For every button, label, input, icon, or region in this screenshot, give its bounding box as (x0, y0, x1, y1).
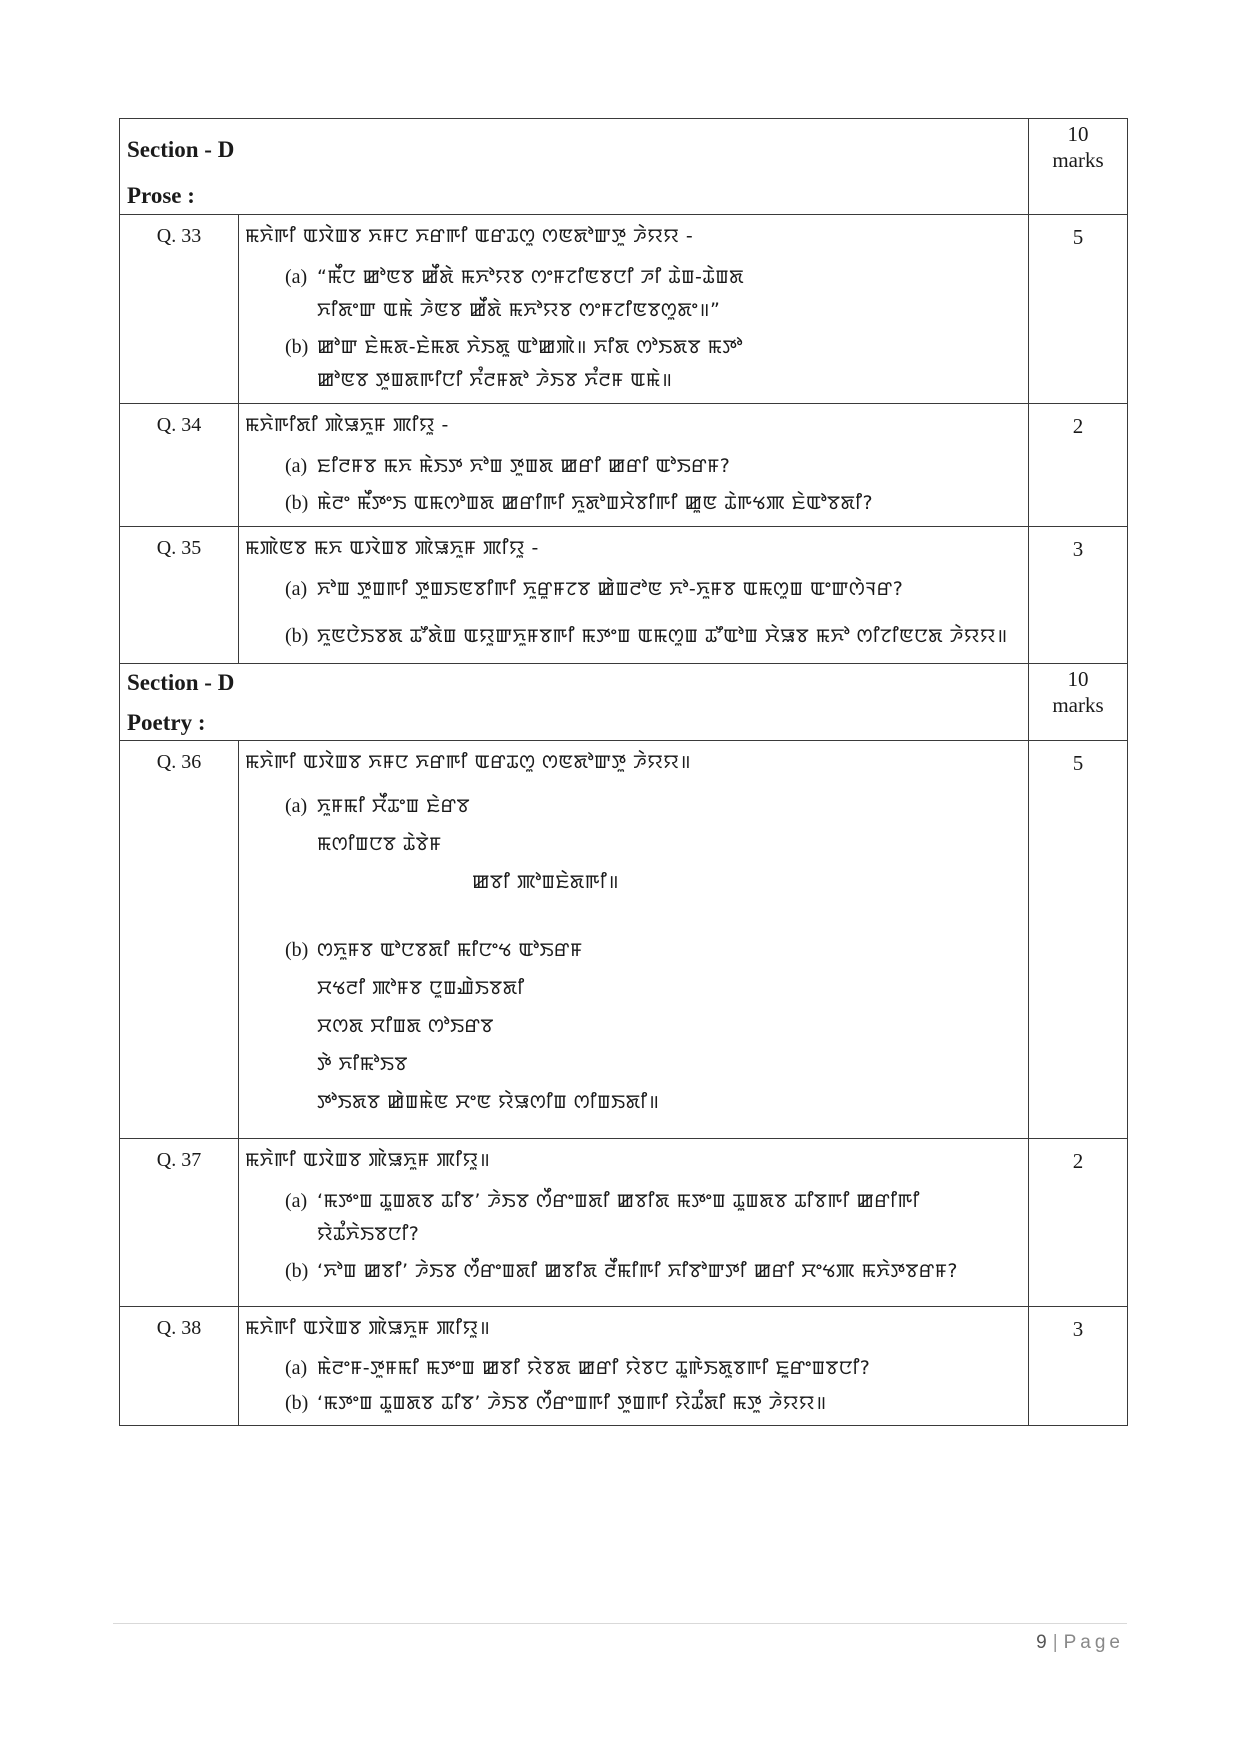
sub-question-a: (a) “ꯃꯩꯅ ꯀꯣꯟꯕ ꯀꯩꯗꯥ ꯃꯈꯣꯌꯕ ꯁꯦꯝꯖꯤꯟꯕꯅꯤ ꯍꯤ ꯊꯥꯡ-ꯊꯥꯡꯗ ꯈꯤꯗꯦꯛ ꯑꯃꯥ ꯍꯥꯟꯕ ꯀꯩꯗꯥ ꯃꯈꯣꯌꯕ ꯁꯦꯝꯖꯤꯟꯕꯁꯨꯗꯦ॥” (285, 266, 745, 321)
question-row (120, 404, 1128, 527)
section-title: Section - D (127, 137, 235, 162)
question-instruction: ꯃꯈꯥꯒꯤ ꯑꯋꯥꯡꯕ ꯄꯥꯎꯈꯨꯝ ꯄꯤꯌꯨ॥ (245, 1317, 491, 1339)
question-marks: 5 (1029, 741, 1128, 1139)
sub-question-b: (b) ꯀꯣꯛ ꯐꯥꯃꯗ-ꯐꯥꯃꯗ ꯈꯥꯏꯗꯨ ꯑꯣꯀꯄꯥ॥ ꯈꯤꯗ ꯁꯣꯏꯗꯕ ꯃꯇꯣ ꯀꯣꯟꯕ ꯇꯨꯡꯗꯒꯤꯅꯤ ꯈꯪꯂꯝꯗꯣ ꯍꯥꯏꯕ ꯈꯪꯂꯝ ꯑꯃꯥ॥ (285, 336, 743, 391)
question-number: Q. 35 (120, 527, 239, 664)
question-row (120, 1307, 1128, 1426)
section-subtitle: Prose : (127, 183, 195, 208)
section-subtitle: Poetry : (127, 710, 206, 735)
sub-question-a: (a) ꯃꯥꯂꯦꯝ-ꯇꯨꯝꯃꯤ ꯃꯇꯦꯡ ꯀꯕꯤ ꯌꯥꯕꯗ ꯀꯔꯤ ꯌꯥꯕꯅ ꯊꯨꯒꯥꯏꯗꯨꯕꯒꯤ ꯐꯨꯔꯦꯡꯕꯅꯤ? (285, 1357, 871, 1379)
question-paper (119, 118, 1127, 1426)
section-marks: 10 marks (1029, 119, 1128, 215)
footer-divider (113, 1623, 1127, 1624)
sub-question-b: (b) ꯁꯈꯨꯝꯕ ꯑꯣꯅꯕꯗꯤ ꯃꯤꯅꯦꯠ ꯑꯣꯏꯔꯝ ꯆꯠꯂꯤ ꯄꯣꯝꯕ ꯅꯨꯡꯉꯥꯏꯕꯗꯤ ꯆꯁꯗ ꯆꯤꯡꯗ ꯁꯣꯏꯔꯕ ꯇꯥ ꯈꯤꯃꯣꯏꯕ ꯇꯣꯏꯗꯕ ꯀꯥꯡꯃꯥꯟ ꯆꯦꯟ ꯌꯥꯎꯁꯤꯡ ꯁꯤꯡꯏꯗꯤ॥ (285, 939, 660, 1113)
sub-question-a: (a) ꯈꯨꯝꯃꯤ ꯆꯩꯊꯦꯡ ꯐꯥꯔꯕ ꯃꯁꯤꯡꯅꯕ ꯊꯥꯕꯥꯝ ꯀꯕꯤ ꯄꯣꯡꯐꯥꯗꯒꯤ॥ (285, 795, 620, 893)
page-footer (1036, 1632, 1124, 1654)
question-number: Q. 36 (120, 741, 239, 1139)
question-instruction: ꯃꯈꯥꯒꯤ ꯑꯋꯥꯡꯕ ꯈꯝꯅ ꯈꯔꯒꯤ ꯑꯔꯊꯁꯨ ꯁꯟꯗꯣꯛꯇꯨ ꯍꯥꯌꯌ - (245, 225, 694, 247)
sub-question-a: (a) ‘ꯃꯇꯦꯡ ꯊꯨꯡꯗꯕ ꯊꯤꯕ’ ꯍꯥꯏꯕ ꯁꯩꯔꯦꯡꯗꯤ ꯀꯕꯤꯗ ꯃꯇꯦꯡ ꯊꯨꯡꯗꯕ ꯊꯤꯕꯒꯤ ꯀꯔꯤꯒꯤ ꯌꯥꯊꯪꯈꯥꯏꯕꯅꯤ? (285, 1190, 920, 1245)
page-word: Page (1063, 1632, 1124, 1653)
section-poetry-header (120, 664, 1128, 741)
sub-question-b: (b) ‘ꯈꯣꯡ ꯀꯕꯤ’ ꯍꯥꯏꯕ ꯁꯩꯔꯦꯡꯗꯤ ꯀꯕꯤꯗ ꯂꯩꯃꯤꯒꯤ ꯈꯤꯕꯣꯛꯇꯤ ꯀꯔꯤ ꯆꯦꯠꯄ ꯃꯈꯥꯇꯕꯔꯝ? (285, 1260, 958, 1282)
question-row (120, 215, 1128, 404)
question-marks: 2 (1029, 404, 1128, 527)
section-title: Section - D (127, 670, 235, 695)
question-instruction: ꯃꯈꯥꯒꯤ ꯑꯋꯥꯡꯕ ꯈꯝꯅ ꯈꯔꯒꯤ ꯑꯔꯊꯁꯨ ꯁꯟꯗꯣꯛꯇꯨ ꯍꯥꯌꯌ॥ (245, 751, 692, 773)
question-instruction: ꯃꯈꯥꯒꯤ ꯑꯋꯥꯡꯕ ꯄꯥꯎꯈꯨꯝ ꯄꯤꯌꯨ॥ (245, 1149, 491, 1171)
sub-question-b: (b) ꯃꯥꯂꯦ ꯃꯩꯇꯦꯏ ꯑꯃꯁꯣꯡꯗ ꯀꯔꯤꯒꯤ ꯈꯨꯗꯣꯡꯆꯥꯕꯤꯒꯤ ꯀꯨꯟ ꯊꯥꯒꯠꯄ ꯐꯥꯑꯣꯕꯗꯤ? (285, 492, 874, 514)
sub-question-a: (a) ꯐꯤꯂꯝꯕ ꯃꯈ ꯃꯥꯏꯇ ꯈꯣꯡ ꯇꯨꯡꯗ ꯀꯔꯤ ꯀꯔꯤ ꯑꯣꯏꯔꯝ? (285, 455, 731, 477)
question-marks: 5 (1029, 215, 1128, 404)
sub-question-a: (a) ꯈꯣꯡ ꯇꯨꯡꯒꯤ ꯇꯨꯡꯏꯟꯕꯤꯒꯤ ꯈꯨꯔꯨꯝꯖꯕ ꯀꯥꯡꯂꯣꯟ ꯈꯣ-ꯈꯨꯝꯕ ꯑꯃꯁꯨꯡ ꯑꯦꯛꯁꯥꯜꯔ? (285, 578, 904, 600)
question-number: Q. 38 (120, 1307, 239, 1426)
page-separator: | (1052, 1632, 1058, 1653)
sub-question-b: (b) ‘ꯃꯇꯦꯡ ꯊꯨꯡꯗꯕ ꯊꯤꯕ’ ꯍꯥꯏꯕ ꯁꯩꯔꯦꯡꯒꯤ ꯇꯨꯡꯒꯤ ꯌꯥꯊꯪꯗꯤ ꯃꯇꯨ ꯍꯥꯌꯌ॥ (285, 1392, 827, 1414)
question-instruction: ꯃꯈꯥꯒꯤꯗꯤ ꯄꯥꯎꯈꯨꯝ ꯄꯤꯌꯨ - (245, 414, 449, 436)
section-prose-header (120, 119, 1128, 215)
question-number: Q. 34 (120, 404, 239, 527)
question-table (119, 118, 1128, 1426)
question-marks: 2 (1029, 1139, 1128, 1307)
question-marks: 3 (1029, 1307, 1128, 1426)
question-row (120, 741, 1128, 1139)
question-instruction: ꯃꯄꯥꯟꯕ ꯃꯈ ꯑꯋꯥꯡꯕ ꯄꯥꯎꯈꯨꯝ ꯄꯤꯌꯨ - (245, 537, 539, 559)
question-row (120, 527, 1128, 664)
page-number: 9 (1036, 1632, 1047, 1653)
section-marks: 10 marks (1029, 664, 1128, 741)
question-number: Q. 33 (120, 215, 239, 404)
question-number: Q. 37 (120, 1139, 239, 1307)
question-marks: 3 (1029, 527, 1128, 664)
sub-question-b: (b) ꯈꯨꯟꯅꯥꯏꯕꯗ ꯊꯧꯗꯥꯡ ꯑꯌꯨꯛꯈꯨꯝꯕꯒꯤ ꯃꯇꯦꯡ ꯑꯃꯁꯨꯡ ꯊꯧꯑꯣꯡ ꯆꯥꯎꯕ ꯃꯈꯣ ꯁꯤꯖꯤꯟꯅꯗ ꯍꯥꯌꯌ॥ (285, 625, 1008, 647)
question-row (120, 1139, 1128, 1307)
